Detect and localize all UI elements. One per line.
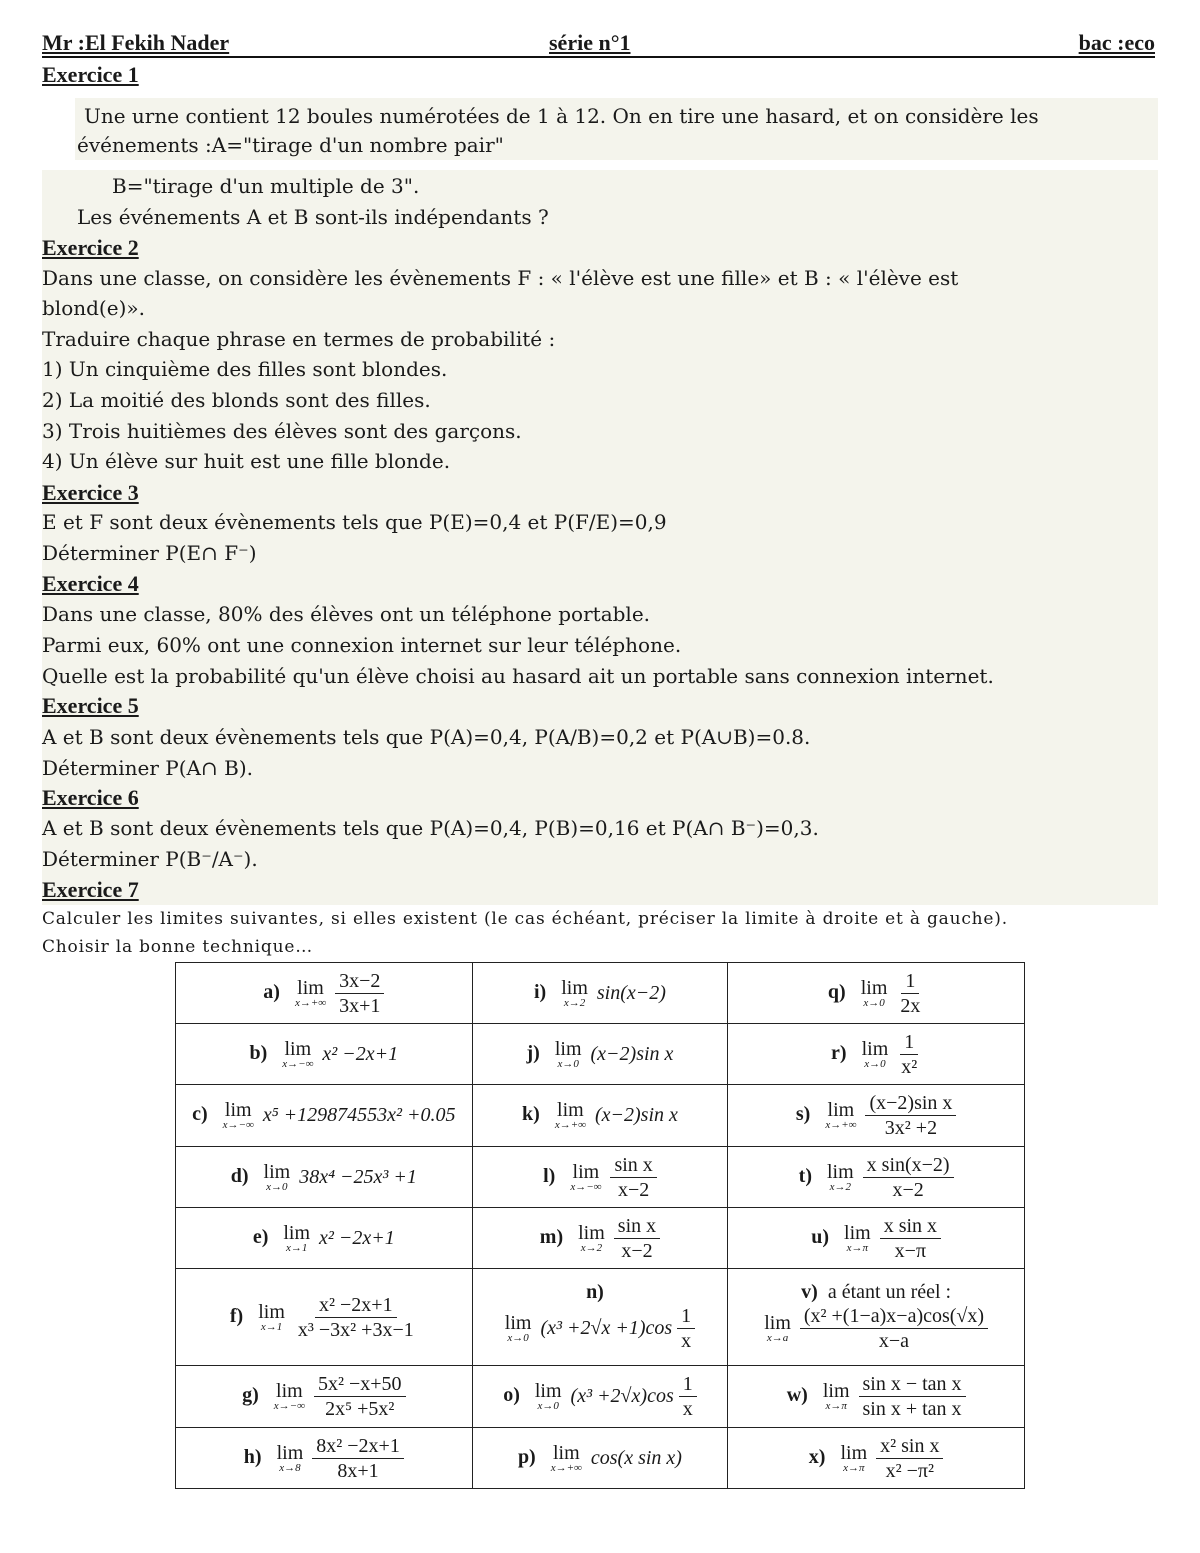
limit-expression: x² −2x+1 (322, 1042, 399, 1065)
exercise-7-line-2: Choisir la bonne technique… (42, 937, 314, 957)
denominator: x−2 (618, 1178, 650, 1201)
numerator: sin x (614, 1214, 660, 1239)
limit-cell-a (176, 963, 473, 1024)
denominator: x³ −3x² +3x−1 (297, 1318, 414, 1341)
exercise-2-line-2: blond(e)». (42, 296, 145, 320)
limit-expression: (x³ +2√x)cos (570, 1385, 674, 1407)
limit-label: a) (263, 980, 280, 1003)
limit-cell-x (728, 1428, 1025, 1489)
lim-subscript: x→0 (537, 1400, 559, 1412)
exercise-7-title: Exercice 7 (42, 877, 139, 902)
lim-operator: lim (534, 1380, 562, 1402)
numerator: (x² +(1−a)x−a)cos(√x) (800, 1304, 988, 1329)
limit-cell-m (472, 1208, 728, 1269)
table-row (176, 1428, 1025, 1489)
lim-subscript: x→8 (279, 1461, 301, 1474)
lim-operator: lim (557, 1099, 584, 1121)
lim-subscript: x→−∞ (282, 1057, 314, 1070)
denominator: 3x² +2 (884, 1117, 938, 1139)
numerator: x² sin x (876, 1434, 943, 1459)
table-row (176, 1024, 1025, 1085)
lim-operator: lim (578, 1221, 605, 1244)
exercise-1-line-1: Une urne contient 12 boules numérotées de 1 à 12. On en tire une hasard, et on considère les (84, 104, 1039, 128)
exercise-6-title: Exercice 6 (42, 785, 139, 810)
exercise-7-line-1: Calculer les limites suivantes, si elles existent (le cas échéant, préciser la limite à droite et à gauche). (42, 909, 1008, 929)
limit-cell-w (728, 1366, 1025, 1428)
lim-operator: lim (283, 1221, 311, 1244)
limit-label: r) (831, 1041, 847, 1064)
lim-operator: lim (263, 1160, 291, 1183)
limit-label: v) (801, 1281, 818, 1303)
author-name: Mr :El Fekih Nader (42, 30, 230, 55)
lim-subscript: x→0 (863, 996, 885, 1009)
numerator: (x−2)sin x (865, 1091, 956, 1116)
exercise-1-line-4: Les événements A et B sont-ils indépendants ? (77, 205, 549, 229)
exercise-3-line-2: Déterminer P(E∩ F⁻) (42, 541, 257, 565)
denominator: x² −π² (885, 1459, 934, 1482)
lim-operator: lim (552, 1441, 580, 1464)
limit-cell-k (472, 1085, 728, 1147)
lim-subscript: x→−∞ (273, 1400, 305, 1412)
limit-label: e) (252, 1225, 269, 1248)
lim-operator: lim (561, 976, 588, 999)
lim-subscript: x→a (766, 1332, 789, 1344)
limit-label: p) (517, 1445, 536, 1468)
exercise-4-line-2: Parmi eux, 60% ont une connexion internet sur leur téléphone. (42, 633, 682, 657)
lim-operator: lim (860, 976, 888, 999)
series-number: série n°1 (549, 30, 631, 55)
denominator: 2x (900, 994, 921, 1017)
lim-subscript: x→2 (580, 1241, 603, 1254)
limit-expression: (x−2)sin x (590, 1042, 674, 1065)
numerator: 1 (901, 969, 919, 994)
lim-operator: lim (297, 976, 324, 999)
lim-operator: lim (826, 1160, 854, 1183)
exercise-3-line-1: E et F sont deux évènements tels que P(E)=0,4 et P(F/E)=0,9 (42, 510, 667, 534)
denominator: x−2 (892, 1178, 924, 1201)
exercise-1-line-2: événements :A="tirage d'un nombre pair" (77, 133, 504, 157)
limit-label: x) (808, 1445, 826, 1468)
limit-cell-t (728, 1147, 1025, 1208)
limit-cell-d (176, 1147, 473, 1208)
limit-label: t) (798, 1164, 812, 1187)
denominator: x² (901, 1055, 918, 1078)
denominator: x (681, 1330, 692, 1352)
lim-operator: lim (827, 1099, 855, 1121)
lim-subscript: x→2 (829, 1180, 852, 1193)
lim-operator: lim (822, 1380, 850, 1402)
limit-label: s) (795, 1103, 811, 1126)
limit-label: l) (543, 1164, 556, 1187)
table-row (176, 963, 1025, 1024)
numerator: 8x² −2x+1 (312, 1434, 404, 1459)
limit-cell-h (176, 1428, 473, 1489)
denominator: 8x+1 (337, 1459, 379, 1482)
limit-label: w) (786, 1384, 808, 1407)
limits-table (175, 962, 1025, 1489)
limit-cell-q (728, 963, 1025, 1024)
lim-subscript: x→π (825, 1400, 847, 1412)
limit-cell-e (176, 1208, 473, 1269)
limit-cell-r (728, 1024, 1025, 1085)
numerator: 1 (900, 1030, 918, 1055)
lim-operator: lim (276, 1441, 304, 1464)
limit-label: j) (526, 1041, 540, 1064)
lim-subscript: x→π (846, 1241, 869, 1254)
exercise-5-line-2: Déterminer P(A∩ B). (42, 756, 253, 780)
limit-label: m) (539, 1225, 564, 1248)
limit-cell-u (728, 1208, 1025, 1269)
lim-subscript: x→0 (266, 1180, 288, 1193)
exercise-4-title: Exercice 4 (42, 571, 139, 596)
exercise-2-line-3: Traduire chaque phrase en termes de probabilité : (42, 327, 556, 351)
exercise-6-line-1: A et B sont deux évènements tels que P(A)=0,4, P(B)=0,16 et P(A∩ B⁻)=0,3. (42, 816, 819, 840)
numerator: x² −2x+1 (315, 1293, 397, 1318)
lim-operator: lim (554, 1037, 582, 1060)
lim-subscript: x→0 (557, 1057, 579, 1070)
denominator: x (682, 1398, 693, 1420)
exercise-5-title: Exercice 5 (42, 693, 139, 718)
numerator: 3x−2 (335, 969, 384, 994)
lim-operator: lim (284, 1037, 312, 1060)
limit-cell-n (472, 1269, 728, 1366)
limit-expression: sin(x−2) (596, 981, 666, 1004)
lim-operator: lim (764, 1312, 791, 1334)
limit-label: k) (522, 1103, 540, 1126)
limit-expression: x² −2x+1 (319, 1226, 395, 1249)
limit-label: f) (229, 1304, 244, 1327)
limit-label: q) (827, 980, 846, 1003)
limit-cell-s (728, 1085, 1025, 1147)
limit-expression: x⁵ +129874553x² +0.05 (262, 1104, 456, 1126)
lim-subscript: x→+∞ (550, 1461, 582, 1474)
limit-expression: (x−2)sin x (594, 1104, 678, 1126)
denominator: x−2 (621, 1239, 653, 1262)
limit-cell-j (472, 1024, 728, 1085)
limit-label: u) (811, 1225, 830, 1248)
exercise-2-line-1: Dans une classe, on considère les évènements F : « l'élève est une fille» et B : « l'élève est (42, 266, 959, 290)
lim-operator: lim (258, 1300, 285, 1323)
lim-operator: lim (844, 1221, 871, 1244)
limit-expression: 38x⁴ −25x³ +1 (299, 1165, 417, 1188)
lim-operator: lim (224, 1099, 252, 1121)
limit-intro: a étant un réel : (827, 1281, 952, 1303)
limit-cell-g (176, 1366, 473, 1428)
numerator: 5x² −x+50 (314, 1372, 406, 1397)
exercise-2-line-5: 2) La moitié des blonds sont des filles. (42, 388, 431, 412)
lim-subscript: x→0 (864, 1057, 886, 1070)
lim-subscript: x→+∞ (554, 1119, 586, 1131)
lim-operator: lim (276, 1380, 303, 1402)
exercise-5-line-1: A et B sont deux évènements tels que P(A)=0,4, P(A/B)=0,2 et P(A∪B)=0.8. (42, 725, 811, 749)
numerator: x sin(x−2) (863, 1153, 954, 1178)
limit-cell-p (472, 1428, 728, 1489)
exercise-2-title: Exercice 2 (42, 235, 139, 260)
lim-subscript: x→2 (563, 996, 586, 1009)
denominator: x−a (878, 1330, 910, 1352)
lim-operator: lim (840, 1441, 868, 1464)
table-row (176, 1085, 1025, 1147)
limit-label: d) (230, 1164, 249, 1187)
limit-label: c) (192, 1103, 208, 1126)
limit-label: b) (249, 1041, 268, 1064)
limit-expression: (x³ +2√x +1)cos (540, 1317, 673, 1339)
lim-subscript: x→−∞ (222, 1119, 254, 1131)
denominator: 2x⁵ +5x² (325, 1398, 395, 1420)
exercise-1-title: Exercice 1 (42, 62, 139, 87)
lim-subscript: x→1 (286, 1241, 308, 1254)
class-level: bac :eco (1078, 30, 1155, 55)
exercise-1-line-3: B="tirage d'un multiple de 3". (112, 174, 420, 198)
table-row (176, 1366, 1025, 1428)
numerator: 1 (677, 1304, 695, 1329)
limit-label: h) (243, 1445, 262, 1468)
limit-label: n) (586, 1281, 604, 1303)
denominator: x−π (894, 1239, 927, 1262)
exercise-4-line-3: Quelle est la probabilité qu'un élève choisi au hasard ait un portable sans connexion internet. (42, 664, 994, 688)
numerator: x sin x (880, 1214, 941, 1239)
lim-operator: lim (861, 1037, 889, 1060)
exercise-4-line-1: Dans une classe, 80% des élèves ont un téléphone portable. (42, 602, 651, 626)
table-row (176, 1208, 1025, 1269)
limit-expression: cos(x sin x) (590, 1446, 682, 1469)
denominator: sin x + tan x (862, 1398, 962, 1420)
exercise-2-line-7: 4) Un élève sur huit est une fille blonde. (42, 449, 451, 473)
page-header (42, 30, 1155, 58)
limit-label: o) (503, 1384, 520, 1407)
numerator: 1 (679, 1372, 697, 1397)
exercise-3-title: Exercice 3 (42, 480, 139, 505)
table-row (176, 1147, 1025, 1208)
exercise-6-line-2: Déterminer P(B⁻/A⁻). (42, 847, 258, 871)
lim-subscript: x→−∞ (570, 1180, 602, 1193)
exercise-2-line-4: 1) Un cinquième des filles sont blondes. (42, 357, 448, 381)
table-row (176, 1269, 1025, 1366)
lim-operator: lim (572, 1160, 600, 1183)
lim-subscript: x→+∞ (825, 1119, 857, 1131)
limit-label: i) (533, 980, 547, 1003)
lim-subscript: x→π (843, 1461, 865, 1474)
lim-subscript: x→+∞ (294, 996, 327, 1009)
numerator: sin x − tan x (859, 1372, 966, 1397)
limit-cell-f (176, 1269, 473, 1366)
exercise-2-line-6: 3) Trois huitièmes des élèves sont des garçons. (42, 419, 522, 443)
numerator: sin x (610, 1153, 656, 1178)
limit-cell-l (472, 1147, 728, 1208)
limit-label: g) (242, 1384, 259, 1407)
lim-subscript: x→0 (507, 1332, 529, 1344)
denominator: 3x+1 (339, 994, 381, 1017)
limit-cell-v (728, 1269, 1025, 1366)
limit-cell-o (472, 1366, 728, 1428)
limit-cell-b (176, 1024, 473, 1085)
lim-subscript: x→1 (260, 1320, 283, 1333)
limit-cell-i (472, 963, 728, 1024)
lim-operator: lim (504, 1312, 532, 1334)
limit-cell-c (176, 1085, 473, 1147)
